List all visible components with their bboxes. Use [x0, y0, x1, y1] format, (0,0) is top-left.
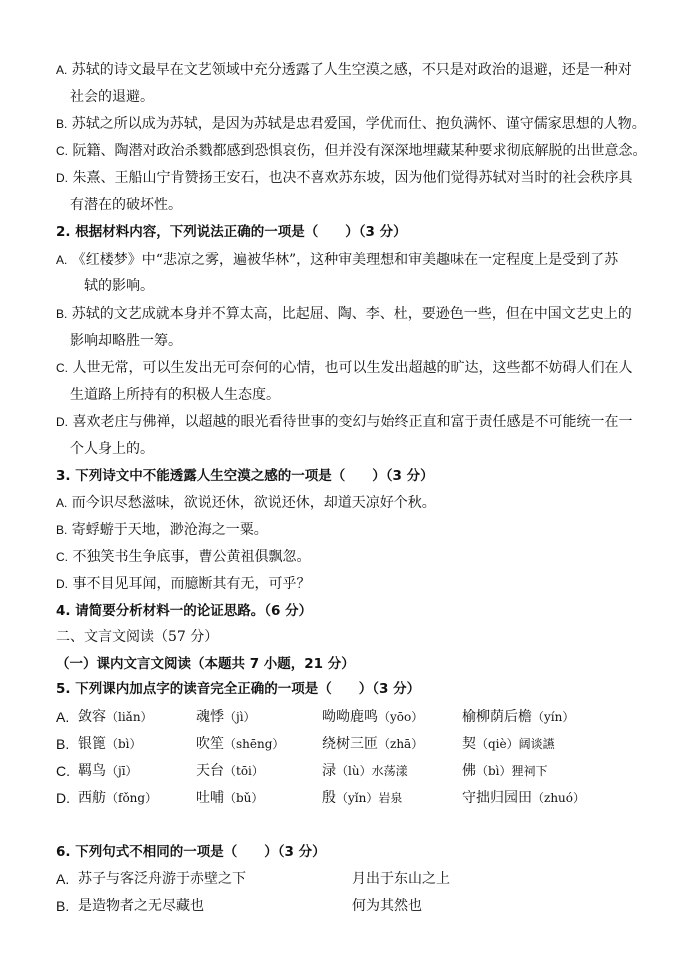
q6-option-a-right: 月出于东山之上 — [352, 871, 450, 887]
option-label: D. — [56, 790, 70, 806]
word: 绕树三匝 — [322, 736, 378, 752]
option-label: A. — [56, 253, 68, 267]
q6-option-b-right: 何为其然也 — [352, 898, 422, 914]
q3-option-a — [56, 493, 436, 513]
q6-option-b-left: 是造物者之无尽藏也 — [78, 898, 204, 914]
pinyin: （liǎn） — [106, 710, 153, 724]
q3-option-c — [56, 547, 310, 567]
option-label: B. — [56, 523, 68, 537]
option-cell — [322, 734, 423, 754]
option-label: B. — [56, 736, 70, 752]
pinyin: （jī） — [106, 764, 138, 778]
option-cell — [196, 734, 284, 754]
word: 殷 — [322, 790, 336, 806]
word: 呦呦鹿鸣 — [322, 709, 378, 725]
option-cell — [322, 788, 402, 808]
pinyin: （qiè）阔谈讌 — [476, 737, 555, 751]
option-label: A. — [56, 496, 68, 510]
subsection-title: （一）课内文言文阅读（本题共 7 小题，21 分） — [56, 656, 355, 672]
option-label: A. — [56, 709, 70, 725]
q3-stem: 3. 下列诗文中不能透露人生空漠之感的一项是（ ）（3 分） — [56, 468, 434, 484]
q2-option-c-cont: 生道路上所持有的积极人生态度。 — [70, 387, 280, 403]
option-cell — [78, 734, 142, 754]
option-text: 苏轼的文艺成就本身并不算太高，比起屈、陶、李、杜，要逊色一些，但在中国文艺史上的 — [71, 306, 632, 322]
q1-option-a-cont: 社会的退避。 — [70, 89, 154, 105]
option-cell — [196, 761, 264, 781]
option-cell — [322, 707, 423, 727]
pinyin: （zhuó） — [532, 791, 586, 805]
option-label: A. — [56, 871, 70, 887]
option-cell — [322, 761, 408, 781]
pinyin: （bì）狸祠下 — [476, 764, 548, 778]
q1-option-a — [56, 60, 632, 80]
q2-option-d — [56, 412, 632, 432]
pinyin: （fǒng） — [106, 791, 158, 805]
word: 魂悸 — [196, 709, 224, 725]
q2-option-d-cont: 个人身上的。 — [70, 441, 154, 457]
option-text: 喜欢老庄与佛禅，以超越的眼光看待世事的变幻与始终正直和富于责任感是不可能统一在一 — [72, 414, 633, 430]
q1-option-d — [56, 168, 632, 188]
word: 西舫 — [78, 790, 106, 806]
pinyin: （yín） — [532, 710, 575, 724]
q5-stem: 5. 下列课内加点字的读音完全正确的一项是（ ）（3 分） — [56, 681, 421, 697]
pinyin: （zhā） — [378, 737, 424, 751]
word: 敛容 — [78, 709, 106, 725]
q3-option-d — [56, 574, 310, 594]
q1-option-c — [56, 141, 646, 161]
option-text: 而今识尽愁滋味，欲说还休，欲说还休，却道天凉好个秋。 — [71, 495, 436, 511]
option-cell — [462, 707, 574, 727]
pinyin: （yǐn）岩泉 — [336, 791, 403, 805]
pinyin: （yōo） — [378, 710, 424, 724]
option-label: D. — [56, 577, 68, 591]
word: 银篦 — [78, 736, 106, 752]
option-label: D. — [56, 171, 68, 185]
option-text: 不独笑书生争底事，曹公黄祖俱飘忽。 — [72, 549, 311, 565]
pinyin: （bì） — [106, 737, 142, 751]
option-label: C. — [56, 763, 70, 779]
word: 渌 — [322, 763, 336, 779]
pinyin: （bǔ） — [224, 791, 264, 805]
q6-option-a-left: 苏子与客泛舟游于赤壁之下 — [78, 871, 246, 887]
word: 守拙归园田 — [462, 790, 532, 806]
word: 天台 — [196, 763, 224, 779]
option-cell — [78, 761, 138, 781]
section-title: 二、文言文阅读（57 分） — [56, 629, 219, 645]
option-label: C. — [56, 550, 68, 564]
option-text: 阮籍、陶潜对政治杀戮都感到恐惧哀伤，但并没有深深地埋藏某种要求彻底解脱的出世意念。 — [72, 143, 647, 159]
option-cell — [462, 734, 555, 754]
word: 佛 — [462, 763, 476, 779]
option-label: A. — [56, 63, 68, 77]
option-label: B. — [56, 307, 68, 321]
q1-option-b — [56, 114, 646, 134]
option-label: C. — [56, 361, 68, 375]
option-text: 苏轼之所以成为苏轼，是因为苏轼是忠君爱国，学优而仕、抱负满怀、谨守儒家思想的人物。 — [71, 116, 646, 132]
pinyin: （tōi） — [224, 764, 264, 778]
option-cell — [196, 707, 256, 727]
q2-option-b — [56, 304, 632, 324]
option-cell — [78, 707, 153, 727]
option-cell — [462, 788, 585, 808]
option-cell — [462, 761, 548, 781]
q1-option-d-cont: 有潜在的破坏性。 — [70, 197, 182, 213]
q3-option-b — [56, 520, 268, 540]
word: 吹笙 — [196, 736, 224, 752]
q2-option-c — [56, 358, 632, 378]
q4-stem: 4. 请简要分析材料一的论证思路。（6 分） — [56, 603, 313, 619]
option-cell — [196, 788, 263, 808]
option-cell — [78, 788, 157, 808]
option-text: 人世无常，可以生发出无可奈何的心情，也可以生发出超越的旷达，这些都不妨碍人们在人 — [72, 360, 633, 376]
pinyin: （shēng） — [224, 737, 285, 751]
option-label: B. — [56, 898, 70, 914]
option-text: 朱熹、王船山宁肯赞扬王安石，也决不喜欢苏东坡，因为他们觉得苏轼对当时的社会秩序具 — [72, 170, 633, 186]
option-text: 事不目见耳闻，而臆断其有无，可乎？ — [72, 576, 311, 592]
word: 羁鸟 — [78, 763, 106, 779]
pinyin: （lù）水荡漾 — [336, 764, 408, 778]
option-label: B. — [56, 117, 68, 131]
pinyin: （jì） — [224, 710, 256, 724]
q2-option-b-cont: 影响却略胜一筹。 — [70, 333, 182, 349]
word: 榆柳荫后檐 — [462, 709, 532, 725]
q2-option-a — [56, 250, 618, 270]
option-label: D. — [56, 415, 68, 429]
q2-stem: 2. 根据材料内容，下列说法正确的一项是（ ）（3 分） — [56, 224, 407, 240]
word: 吐哺 — [196, 790, 224, 806]
q6-stem: 6. 下列句式不相同的一项是（ ）（3 分） — [56, 844, 326, 860]
option-text: 寄蜉蝣于天地，渺沧海之一粟。 — [71, 522, 268, 538]
word: 契 — [462, 736, 476, 752]
option-text: 《红楼梦》中“悲凉之雾，遍被华林”，这种审美理想和审美趣味在一定程度上是受到了苏 — [71, 252, 619, 268]
option-label: C. — [56, 144, 68, 158]
option-text: 苏轼的诗文最早在文艺领域中充分透露了人生空漠之感，不只是对政治的退避，还是一种对 — [71, 62, 632, 78]
q2-option-a-cont: 轼的影响。 — [84, 278, 154, 294]
